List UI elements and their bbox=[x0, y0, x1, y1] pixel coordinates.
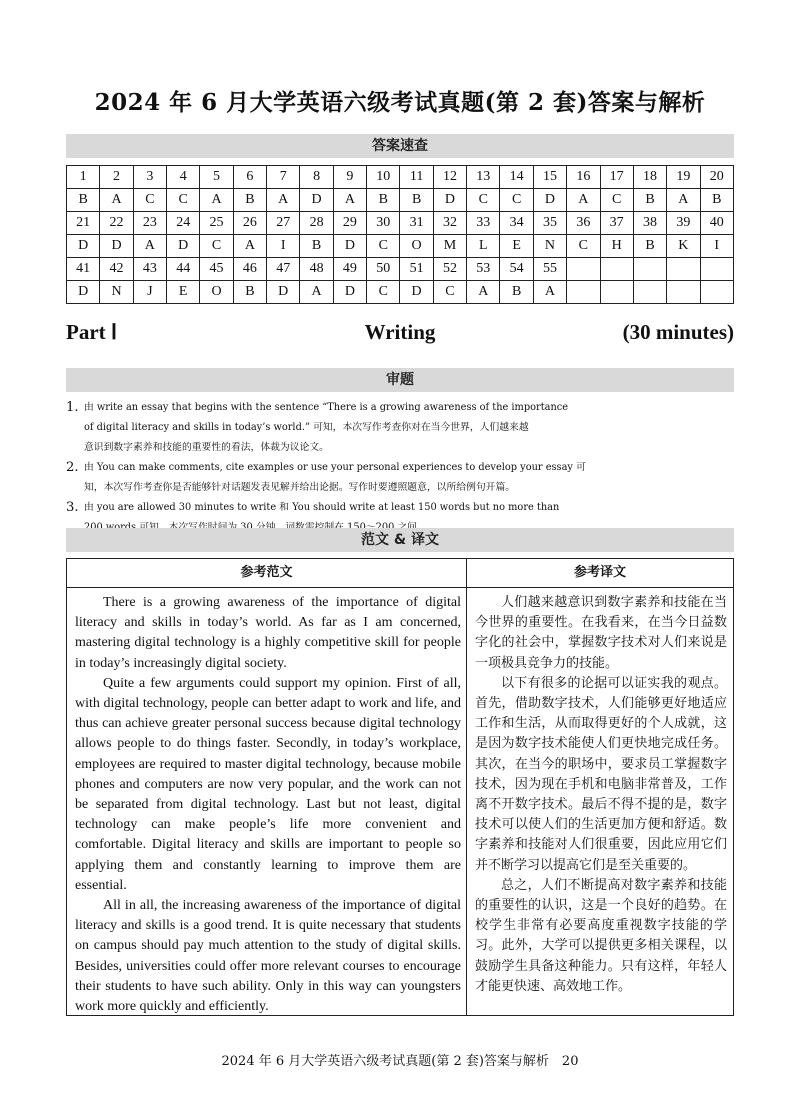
answer-cell: A bbox=[467, 281, 500, 304]
answer-cell: D bbox=[67, 235, 100, 258]
question-number-cell: 43 bbox=[133, 258, 166, 281]
analysis-line: 知，本次写作考查你是否能够针对话题发表见解并给出论据。写作时要遵照题意，以所给例句开篇。 bbox=[84, 482, 516, 493]
question-number-cell: 24 bbox=[167, 212, 200, 235]
answer-cell: J bbox=[133, 281, 166, 304]
question-number-cell: 2 bbox=[100, 166, 133, 189]
answer-cell: D bbox=[333, 281, 366, 304]
answer-cell: C bbox=[600, 189, 633, 212]
answer-cell: C bbox=[367, 281, 400, 304]
question-number-cell bbox=[633, 258, 666, 281]
chinese-paragraph: 以下有很多的论据可以证实我的观点。首先，借助数字技术，人们能够更好地适应工作和生活，从而取得更好的个人成就，这是因为数字技术能使人们更快地完成任务。其次，在当今的职场中，要求员工掌握数字技术，因为现在手机和电脑非常普及，工作离不开数字技术。最后不得不提的是，数字技术可以使人们的生活更加方便和舒适。数字素养和技能对人们很重要，因此应用它们并不断学习以提高它们是至关重要的。 bbox=[475, 675, 727, 873]
zh-column-header: 参考译文 bbox=[573, 565, 626, 580]
answer-cell: M bbox=[433, 235, 466, 258]
question-number-cell: 18 bbox=[633, 166, 666, 189]
answer-row bbox=[67, 281, 734, 304]
answer-cell: D bbox=[167, 235, 200, 258]
question-number-cell: 45 bbox=[200, 258, 233, 281]
question-number-cell: 41 bbox=[67, 258, 100, 281]
answer-cell: C bbox=[500, 189, 533, 212]
question-number-cell: 34 bbox=[500, 212, 533, 235]
chinese-paragraph: 总之，人们不断提高对数字素养和技能的重要性的认识，这是一个良好的趋势。在校学生非常有必要高度重视数字技能的学习。此外，大学可以提供更多相关课程，以鼓励学生具备这种能力。只有这样，年轻人才能更快速、高效地工作。 bbox=[475, 877, 727, 994]
analysis-item-number: 2. bbox=[66, 460, 79, 475]
question-number-cell: 47 bbox=[267, 258, 300, 281]
question-number-cell: 12 bbox=[433, 166, 466, 189]
answer-cell: A bbox=[667, 189, 700, 212]
page-footer: 2024 年 6 月大学英语六级考试真题(第 2 套)答案与解析 20 bbox=[221, 1054, 579, 1069]
answer-cell: D bbox=[267, 281, 300, 304]
question-number-cell: 21 bbox=[67, 212, 100, 235]
analysis-line: 由 you are allowed 30 minutes to write 和 You should write at least 150 words but no more than bbox=[84, 502, 560, 513]
analysis-line: 由 write an essay that begins with the sentence “There is a growing awareness of the importance bbox=[84, 402, 569, 413]
answer-cell: N bbox=[100, 281, 133, 304]
analysis-line: 由 You can make comments, cite examples or use your personal experiences to develop your essay 可 bbox=[84, 462, 586, 473]
analysis-line: of digital literacy and skills in today’s world.” 可知，本次写作考查你对在当今世界，人们越来越 bbox=[84, 422, 529, 433]
answer-cell: A bbox=[233, 235, 266, 258]
answer-cell: D bbox=[333, 235, 366, 258]
question-number-cell: 33 bbox=[467, 212, 500, 235]
question-number-row bbox=[67, 258, 734, 281]
answer-cell: A bbox=[200, 189, 233, 212]
question-number-cell: 55 bbox=[533, 258, 566, 281]
analysis-item bbox=[66, 458, 738, 498]
column-divider bbox=[466, 559, 467, 1015]
question-number-cell: 51 bbox=[400, 258, 433, 281]
question-number-cell: 7 bbox=[267, 166, 300, 189]
answer-cell: K bbox=[667, 235, 700, 258]
question-number-cell bbox=[600, 258, 633, 281]
question-number-cell: 44 bbox=[167, 258, 200, 281]
analysis-line: 意识到数字素养和技能的重要性的看法，体裁为议论文。 bbox=[84, 442, 329, 453]
question-number-cell: 54 bbox=[500, 258, 533, 281]
answer-cell: B bbox=[233, 189, 266, 212]
answer-cell: A bbox=[100, 189, 133, 212]
answer-cell: A bbox=[567, 189, 600, 212]
part-name: Writing bbox=[364, 320, 436, 344]
answer-cell: D bbox=[533, 189, 566, 212]
question-number-cell: 52 bbox=[433, 258, 466, 281]
question-number-cell: 37 bbox=[600, 212, 633, 235]
question-number-cell: 31 bbox=[400, 212, 433, 235]
english-paragraph: Quite a few arguments could support my opinion. First of all, with digital technology, people can better adapt to work and life, and thus can achieve greater personal success because digital technology allows people to do things faster. Secondly, in today’s workplace, employees are required to master digital technology, because mobile phones and computers are now very popular, and the work can not be separated from digital technology. Last but not least, digital technology can make people’s life more convenient and comfortable. Digital literacy and skills are important to people so applying them and constantly learning to improve them are essential. bbox=[75, 675, 461, 893]
question-number-cell: 16 bbox=[567, 166, 600, 189]
answer-cell: B bbox=[367, 189, 400, 212]
answer-cell bbox=[567, 281, 600, 304]
answer-row bbox=[67, 235, 734, 258]
answer-cell: C bbox=[133, 189, 166, 212]
question-number-cell: 4 bbox=[167, 166, 200, 189]
question-number-cell: 27 bbox=[267, 212, 300, 235]
answer-cell bbox=[600, 281, 633, 304]
header-rule bbox=[67, 587, 733, 588]
answer-cell: B bbox=[233, 281, 266, 304]
answer-cell bbox=[700, 281, 733, 304]
sample-essay-chinese bbox=[475, 593, 727, 997]
answer-cell: B bbox=[633, 189, 666, 212]
answer-cell: A bbox=[133, 235, 166, 258]
answer-cell bbox=[667, 281, 700, 304]
question-number-cell: 6 bbox=[233, 166, 266, 189]
en-column-header: 参考范文 bbox=[240, 565, 293, 580]
part-time: (30 minutes) bbox=[622, 320, 734, 344]
question-number-cell: 39 bbox=[667, 212, 700, 235]
question-number-cell: 32 bbox=[433, 212, 466, 235]
sample-essay-english bbox=[75, 593, 461, 1017]
question-number-cell: 29 bbox=[333, 212, 366, 235]
question-number-cell: 25 bbox=[200, 212, 233, 235]
question-number-cell: 40 bbox=[700, 212, 733, 235]
question-number-cell: 53 bbox=[467, 258, 500, 281]
answer-cell: A bbox=[533, 281, 566, 304]
answer-cell: I bbox=[267, 235, 300, 258]
question-number-cell: 14 bbox=[500, 166, 533, 189]
analysis-item bbox=[66, 398, 738, 458]
answer-cell: L bbox=[467, 235, 500, 258]
samples-header: 范文 & 译文 bbox=[66, 528, 734, 552]
question-number-row bbox=[67, 166, 734, 189]
question-number-cell: 19 bbox=[667, 166, 700, 189]
answer-cell: B bbox=[633, 235, 666, 258]
question-number-cell: 11 bbox=[400, 166, 433, 189]
answer-cell: C bbox=[167, 189, 200, 212]
question-number-cell: 17 bbox=[600, 166, 633, 189]
question-number-cell: 8 bbox=[300, 166, 333, 189]
answer-cell: B bbox=[67, 189, 100, 212]
question-number-cell bbox=[667, 258, 700, 281]
part-heading bbox=[66, 320, 734, 348]
answer-cell: I bbox=[700, 235, 733, 258]
answer-cell: B bbox=[400, 189, 433, 212]
analysis-list bbox=[66, 398, 738, 538]
analysis-item-number: 1. bbox=[66, 400, 79, 415]
question-number-cell bbox=[567, 258, 600, 281]
answer-cell bbox=[633, 281, 666, 304]
question-number-cell: 42 bbox=[100, 258, 133, 281]
question-number-cell: 50 bbox=[367, 258, 400, 281]
question-number-cell: 38 bbox=[633, 212, 666, 235]
question-number-cell: 1 bbox=[67, 166, 100, 189]
answer-cell: D bbox=[300, 189, 333, 212]
answer-row bbox=[67, 189, 734, 212]
analysis-header: 审题 bbox=[66, 368, 734, 392]
question-number-cell: 22 bbox=[100, 212, 133, 235]
answer-cell: B bbox=[300, 235, 333, 258]
question-number-cell: 10 bbox=[367, 166, 400, 189]
answer-cell: C bbox=[433, 281, 466, 304]
answer-cell: O bbox=[200, 281, 233, 304]
answer-cell: E bbox=[167, 281, 200, 304]
part-label: Part Ⅰ bbox=[66, 320, 118, 344]
page-title: 2024 年 6 月大学英语六级考试真题(第 2 套)答案与解析 bbox=[94, 89, 706, 116]
answer-cell: C bbox=[200, 235, 233, 258]
question-number-cell: 30 bbox=[367, 212, 400, 235]
question-number-row bbox=[67, 212, 734, 235]
answer-key-table bbox=[66, 165, 734, 304]
answer-cell: B bbox=[700, 189, 733, 212]
answer-cell: H bbox=[600, 235, 633, 258]
answer-cell: C bbox=[567, 235, 600, 258]
question-number-cell: 49 bbox=[333, 258, 366, 281]
answer-cell: D bbox=[67, 281, 100, 304]
question-number-cell: 48 bbox=[300, 258, 333, 281]
english-paragraph: There is a growing awareness of the importance of digital literacy and skills in today’s world. As far as I am concerned, mastering digital technology is a highly competitive skill for people in today’s increasingly digital society. bbox=[75, 595, 461, 671]
answer-cell: E bbox=[500, 235, 533, 258]
answer-cell: D bbox=[433, 189, 466, 212]
question-number-cell: 9 bbox=[333, 166, 366, 189]
answer-cell: A bbox=[267, 189, 300, 212]
answer-cell: C bbox=[467, 189, 500, 212]
question-number-cell: 28 bbox=[300, 212, 333, 235]
question-number-cell: 26 bbox=[233, 212, 266, 235]
question-number-cell: 23 bbox=[133, 212, 166, 235]
samples-table bbox=[66, 558, 734, 1016]
question-number-cell: 36 bbox=[567, 212, 600, 235]
answer-cell: C bbox=[367, 235, 400, 258]
answer-key-header: 答案速查 bbox=[66, 134, 734, 158]
question-number-cell: 5 bbox=[200, 166, 233, 189]
answer-cell: D bbox=[400, 281, 433, 304]
question-number-cell: 35 bbox=[533, 212, 566, 235]
english-paragraph: All in all, the increasing awareness of the importance of digital literacy and skills is a good trend. It is quite necessary that students on campus should pay much attention to the study of digital skills. Besides, universities could offer more relevant courses to encourage their students to have such ability. Only in this way can youngsters work more quickly and efficiently. bbox=[75, 898, 461, 1015]
answer-cell: D bbox=[100, 235, 133, 258]
analysis-item-number: 3. bbox=[66, 500, 79, 515]
answer-cell: A bbox=[333, 189, 366, 212]
chinese-paragraph: 人们越来越意识到数字素养和技能在当今世界的重要性。在我看来，在当今日益数字化的社会中，掌握数字技术对人们来说是一项极具竞争力的技能。 bbox=[475, 595, 727, 671]
answer-cell: N bbox=[533, 235, 566, 258]
question-number-cell: 15 bbox=[533, 166, 566, 189]
answer-cell: A bbox=[300, 281, 333, 304]
question-number-cell: 20 bbox=[700, 166, 733, 189]
answer-cell: B bbox=[500, 281, 533, 304]
answer-cell: O bbox=[400, 235, 433, 258]
question-number-cell bbox=[700, 258, 733, 281]
question-number-cell: 13 bbox=[467, 166, 500, 189]
question-number-cell: 46 bbox=[233, 258, 266, 281]
question-number-cell: 3 bbox=[133, 166, 166, 189]
